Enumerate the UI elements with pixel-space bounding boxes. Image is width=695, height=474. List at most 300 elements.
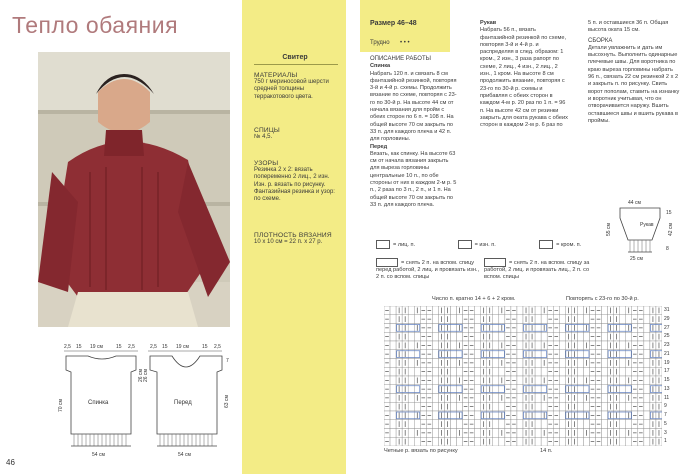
legend-cable-left: = снять 2 п. на вспом. спицу перед работой, 2 лиц. и провязать изн., 2 п. со вспом. спицы bbox=[376, 259, 480, 280]
chart-row-number: 11 bbox=[664, 394, 670, 401]
front-top-dim-4: 15 bbox=[202, 344, 208, 350]
chart-cell bbox=[602, 420, 608, 429]
chart-cell bbox=[475, 332, 481, 341]
cable-right-symbol bbox=[484, 258, 506, 267]
sleeve-width: 44 см bbox=[628, 200, 641, 206]
chart-cell bbox=[517, 306, 523, 315]
chart-cell bbox=[626, 437, 632, 446]
chart-cell bbox=[620, 402, 626, 411]
chart-cell bbox=[499, 420, 505, 429]
gauge-label: ПЛОТНОСТЬ ВЯЗАНИЯ bbox=[254, 232, 332, 239]
chart-cell bbox=[644, 350, 650, 359]
chart-cell bbox=[493, 394, 499, 403]
chart-cell bbox=[535, 402, 541, 411]
back-height: 70 см bbox=[58, 399, 64, 412]
front-armhole: 26 см bbox=[143, 369, 149, 382]
chart-cell bbox=[583, 402, 589, 411]
chart-cell bbox=[408, 332, 414, 341]
chart-cell bbox=[644, 306, 650, 315]
sidebar-divider bbox=[254, 64, 338, 65]
front-top-height: 7 bbox=[226, 358, 229, 364]
difficulty-stars: • • • bbox=[400, 40, 410, 46]
chart-cell bbox=[517, 437, 523, 446]
chart-cell bbox=[541, 332, 547, 341]
chart-cell bbox=[602, 367, 608, 376]
chart-cell bbox=[408, 429, 414, 438]
back-width: 54 см bbox=[92, 452, 105, 458]
garment-heading: Свитер bbox=[282, 54, 308, 61]
page-title: Тепло обаяния bbox=[12, 12, 179, 38]
chart-cell bbox=[577, 420, 583, 429]
chart-cell bbox=[450, 429, 456, 438]
chart-cell bbox=[432, 306, 438, 315]
patterns-label: УЗОРЫ bbox=[254, 160, 279, 167]
chart-cell bbox=[644, 341, 650, 350]
chart-cell bbox=[475, 359, 481, 368]
chart-cell bbox=[620, 437, 626, 446]
purl-symbol bbox=[458, 240, 472, 249]
chart-cell bbox=[517, 385, 523, 394]
chart-cell bbox=[390, 341, 396, 350]
back-heading: Спинка bbox=[370, 63, 391, 70]
chart-cell bbox=[517, 315, 523, 324]
chart-cell bbox=[450, 420, 456, 429]
chart-cell bbox=[577, 437, 583, 446]
chart-cell bbox=[559, 350, 565, 359]
chart-cell bbox=[559, 394, 565, 403]
chart-cell bbox=[644, 332, 650, 341]
sleeve-cap-text: 5 п. и оставшиеся 36 п. Общая высота оката 15 см. bbox=[588, 20, 669, 34]
chart-cell bbox=[620, 306, 626, 315]
chart-cell bbox=[577, 341, 583, 350]
chart-cell bbox=[559, 341, 565, 350]
chart-cell bbox=[644, 376, 650, 385]
chart-cell bbox=[517, 420, 523, 429]
chart-cell bbox=[620, 332, 626, 341]
back-label: Спинка bbox=[88, 400, 109, 406]
chart-cell bbox=[602, 315, 608, 324]
chart-cell bbox=[475, 306, 481, 315]
chart-cell bbox=[577, 394, 583, 403]
sleeve-text: Набрать 56 п., вязать фантазийной резинкой по схеме, повторяя 3-й и 4-й р. и распределяя в след. образом: 1 кром., 2 изн., 3 раза рапорт по схеме, 2 лиц., 4 изн., 2 лиц., 2 изн., 1 кром. На высоте 8 см продолжить вязание, повторяя с 23-го по 30-й р. схемы и прибавляя с обеих сторон в каждом 4-м р. 20 раз по 1 п. = 96 п. На высоте 42 см от резинки закрыть для оката рукава с обеих сторон в каждом 2-м р. 6 раз по bbox=[480, 27, 568, 129]
chart-cell bbox=[577, 429, 583, 438]
chart-cell bbox=[541, 437, 547, 446]
assembly-heading: СБОРКА bbox=[588, 37, 613, 44]
chart-cell bbox=[644, 315, 650, 324]
chart-cell bbox=[535, 359, 541, 368]
chart-cell bbox=[390, 420, 396, 429]
chart-cell bbox=[390, 359, 396, 368]
legend-knit: = лиц. п. bbox=[393, 241, 416, 248]
chart-cell bbox=[450, 332, 456, 341]
back-top-dim-3: 19 см bbox=[90, 344, 103, 350]
back-text: Набрать 120 п. и связать 8 см фантазийной резинкой, повторяя 3-й и 4-й р. схемы. Продолжить вязание по схеме, повторяя с 23-го по 30-й р. На высоте 44 см от начала вязания для пройм с обеих сторон по 6 п. = 108 п. На общей высоте 70 см закрыть по 33 п. для каждого плеча и 42 п. для горловины. bbox=[370, 70, 457, 143]
model-photo bbox=[38, 52, 230, 327]
chart-cell bbox=[559, 306, 565, 315]
chart-cell bbox=[620, 341, 626, 350]
chart-cell bbox=[620, 367, 626, 376]
chart-cell bbox=[517, 394, 523, 403]
chart-cell bbox=[390, 394, 396, 403]
chart-cell bbox=[414, 402, 420, 411]
chart-cell bbox=[583, 315, 589, 324]
chart-cell bbox=[457, 402, 463, 411]
chart-cell bbox=[517, 402, 523, 411]
chart-cell bbox=[390, 332, 396, 341]
chart-cell bbox=[559, 385, 565, 394]
back-armhole: 26 см bbox=[138, 369, 144, 382]
chart-cell bbox=[517, 376, 523, 385]
chart-cell bbox=[517, 359, 523, 368]
chart-cell bbox=[390, 376, 396, 385]
chart-cell bbox=[450, 376, 456, 385]
chart-cell bbox=[517, 411, 523, 420]
front-text: Вязать, как спинку. На высоте 63 см от начала вязания закрыть для выреза горловины центральные 10 п., по обе стороны от них в каждом 2-м р. 5 п., 2 раза по 3 п., 2 п., и 1 п. На общей высоте 70 см закрыть по 33 п. для каждого плеча. bbox=[370, 150, 457, 208]
chart-cell bbox=[583, 332, 589, 341]
chart-cell bbox=[390, 367, 396, 376]
chart-row-number: 23 bbox=[664, 342, 670, 348]
needles-section bbox=[254, 127, 342, 141]
chart-cell bbox=[644, 402, 650, 411]
chart-cell bbox=[450, 437, 456, 446]
sleeve-length: 42 см bbox=[668, 223, 674, 236]
instructions-col-3 bbox=[588, 20, 680, 125]
chart-cell bbox=[577, 367, 583, 376]
chart-cell bbox=[626, 315, 632, 324]
chart-cell bbox=[559, 367, 565, 376]
chart-cell bbox=[517, 332, 523, 341]
chart-cell bbox=[644, 359, 650, 368]
chart-cell bbox=[408, 376, 414, 385]
chart-cell bbox=[535, 394, 541, 403]
chart-cell bbox=[541, 402, 547, 411]
chart-cell bbox=[432, 324, 438, 333]
chart-cell bbox=[602, 306, 608, 315]
chart-cell bbox=[390, 437, 396, 446]
cable-left-legend bbox=[376, 258, 480, 281]
chart-cell bbox=[493, 341, 499, 350]
chart-cell bbox=[432, 394, 438, 403]
chart-cell bbox=[493, 332, 499, 341]
chart-cell bbox=[644, 385, 650, 394]
chart-cell bbox=[620, 429, 626, 438]
cable-left-symbol bbox=[376, 258, 398, 267]
chart-cell bbox=[390, 429, 396, 438]
patterns-section bbox=[254, 160, 342, 203]
knit-symbol bbox=[376, 240, 390, 249]
chart-cell bbox=[408, 341, 414, 350]
chart-cell bbox=[535, 420, 541, 429]
chart-cell bbox=[626, 420, 632, 429]
chart-cell bbox=[493, 429, 499, 438]
chart-repeat-width: 14 п. bbox=[540, 448, 553, 454]
chart-cell bbox=[517, 367, 523, 376]
chart-cell bbox=[541, 367, 547, 376]
chart-cell bbox=[535, 376, 541, 385]
chart-cell bbox=[450, 315, 456, 324]
chart-rows-note: Повторять с 23-го по 30-й р. bbox=[566, 296, 639, 302]
chart-cell bbox=[390, 324, 396, 333]
chart-cell bbox=[408, 367, 414, 376]
front-top-dim-2: 15 bbox=[162, 344, 168, 350]
body-schematic bbox=[36, 342, 236, 465]
materials-text: 750 г мериносовой шерсти средней толщины терракотового цвета. bbox=[254, 79, 329, 100]
chart-cell bbox=[626, 332, 632, 341]
chart-cell bbox=[390, 385, 396, 394]
chart-cell bbox=[577, 402, 583, 411]
chart-cell bbox=[432, 385, 438, 394]
front-top-dim-5: 2,5 bbox=[214, 344, 221, 350]
chart-cell bbox=[620, 359, 626, 368]
chart-cell bbox=[432, 359, 438, 368]
chart-cell bbox=[432, 402, 438, 411]
chart-cell bbox=[475, 411, 481, 420]
legend-cable-right: = снять 2 п. на вспом. спицу за работой, 2 лиц. и провязать лиц., 2 п. со вспом. спицы bbox=[484, 259, 590, 280]
chart-cell bbox=[408, 437, 414, 446]
front-width: 54 см bbox=[178, 452, 191, 458]
chart-cell bbox=[583, 420, 589, 429]
sleeve-cuff-height: 8 bbox=[666, 246, 669, 252]
chart-cell bbox=[620, 420, 626, 429]
chart-row-number: 21 bbox=[664, 350, 670, 357]
edge-symbol bbox=[539, 240, 553, 249]
chart-cell bbox=[644, 429, 650, 438]
chart-cell bbox=[517, 429, 523, 438]
chart-cell bbox=[432, 341, 438, 350]
chart-cell bbox=[602, 429, 608, 438]
chart-cell bbox=[432, 367, 438, 376]
chart-row-number: 19 bbox=[664, 359, 670, 366]
chart-cell bbox=[602, 385, 608, 394]
back-top-dim-2: 15 bbox=[76, 344, 82, 350]
chart-row-number: 17 bbox=[664, 368, 670, 375]
chart-cell bbox=[493, 437, 499, 446]
chart-cell bbox=[450, 394, 456, 403]
chart-cell bbox=[493, 315, 499, 324]
chart-cell bbox=[475, 350, 481, 359]
size-label: Размер 46–48 bbox=[370, 20, 417, 27]
chart-cell bbox=[499, 332, 505, 341]
front-heading: Перед bbox=[370, 143, 388, 150]
chart-cell bbox=[457, 315, 463, 324]
chart-row-number: 9 bbox=[664, 403, 667, 410]
back-top-dim-5: 2,5 bbox=[128, 344, 135, 350]
knitting-chart bbox=[384, 306, 662, 446]
chart-row-number: 7 bbox=[664, 412, 667, 418]
chart-cell bbox=[602, 359, 608, 368]
chart-cell bbox=[535, 306, 541, 315]
chart-cell bbox=[499, 315, 505, 324]
gauge-text: 10 х 10 см = 22 п. х 27 р. bbox=[254, 239, 323, 246]
materials-section bbox=[254, 72, 342, 101]
chart-cell bbox=[559, 411, 565, 420]
front-top-dim-3: 19 см bbox=[176, 344, 189, 350]
assembly-text: Детали увлажнить и дать им высохнуть. Выполнить одинарные плечевые швы. Для воротника по краю выреза горловины набрать 96 п., связать 22 см резинкой 2 х 2 и закрыть п. по рисунку. Свить ворот пополам, ставить на изнанку и воротник учитывая, что он отворачивается наружу. Вшить оставшиеся швы и вшить рукава в проймы. bbox=[588, 44, 680, 124]
sleeve-label: Рукав bbox=[640, 222, 654, 228]
chart-cell bbox=[390, 306, 396, 315]
chart-even-rows-note: Четные р. вязать по рисунку bbox=[384, 448, 458, 454]
chart-row-number: 29 bbox=[664, 315, 670, 322]
difficulty-label: Трудно bbox=[370, 40, 390, 46]
chart-cell bbox=[626, 367, 632, 376]
chart-cell bbox=[475, 324, 481, 333]
chart-cell bbox=[583, 367, 589, 376]
chart-cell bbox=[493, 376, 499, 385]
chart-cell bbox=[475, 376, 481, 385]
chart-cell bbox=[414, 437, 420, 446]
chart-cell bbox=[602, 437, 608, 446]
chart-cell bbox=[493, 420, 499, 429]
chart-cell bbox=[577, 376, 583, 385]
chart-cell bbox=[559, 437, 565, 446]
chart-cell bbox=[408, 359, 414, 368]
work-heading: ОПИСАНИЕ РАБОТЫ bbox=[370, 56, 431, 62]
chart-cell bbox=[644, 324, 650, 333]
chart-cell bbox=[499, 402, 505, 411]
sleeve-heading: Рукав bbox=[480, 20, 497, 26]
chart-cell bbox=[602, 394, 608, 403]
chart-cell bbox=[414, 315, 420, 324]
needles-label: СПИЦЫ bbox=[254, 127, 280, 134]
chart-cell bbox=[644, 411, 650, 420]
chart-cell bbox=[602, 376, 608, 385]
chart-cell bbox=[626, 402, 632, 411]
chart-cell bbox=[475, 315, 481, 324]
chart-cell bbox=[390, 411, 396, 420]
front-top-dim-1: 2,5 bbox=[150, 344, 157, 350]
chart-cell bbox=[535, 429, 541, 438]
chart-cell bbox=[408, 394, 414, 403]
chart-cell bbox=[475, 385, 481, 394]
chart-row-number: 25 bbox=[664, 333, 670, 340]
chart-row-number: 31 bbox=[664, 307, 670, 313]
chart-cell bbox=[535, 437, 541, 446]
chart-cell bbox=[390, 315, 396, 324]
materials-label: МАТЕРИАЛЫ bbox=[254, 72, 298, 79]
chart-cell bbox=[620, 376, 626, 385]
page-number: 46 bbox=[6, 458, 15, 467]
chart-cell bbox=[432, 429, 438, 438]
chart-cell bbox=[475, 341, 481, 350]
chart-cell bbox=[432, 420, 438, 429]
chart-cell bbox=[559, 420, 565, 429]
chart-cell bbox=[644, 394, 650, 403]
chart-cell bbox=[541, 420, 547, 429]
chart-cell bbox=[602, 324, 608, 333]
chart-cell bbox=[499, 367, 505, 376]
chart-row-number: 27 bbox=[664, 324, 670, 331]
chart-cell bbox=[493, 306, 499, 315]
chart-cell bbox=[644, 437, 650, 446]
chart-cell bbox=[432, 332, 438, 341]
legend-purl: = изн. п. bbox=[474, 241, 496, 248]
chart-cell bbox=[602, 341, 608, 350]
chart-cell bbox=[475, 367, 481, 376]
chart-cell bbox=[475, 420, 481, 429]
chart-cell bbox=[535, 332, 541, 341]
chart-cell bbox=[535, 367, 541, 376]
chart-cell bbox=[475, 394, 481, 403]
instructions-col-1 bbox=[370, 56, 458, 209]
chart-cell bbox=[414, 420, 420, 429]
chart-cell bbox=[432, 350, 438, 359]
chart-cell bbox=[457, 420, 463, 429]
chart-cell bbox=[559, 376, 565, 385]
legend-edge: = кром. п. bbox=[556, 241, 582, 248]
instructions-col-2 bbox=[480, 20, 568, 129]
sleeve-cap-height: 15 bbox=[666, 210, 672, 216]
chart-cell bbox=[450, 402, 456, 411]
chart-cell bbox=[602, 411, 608, 420]
chart-cell bbox=[475, 429, 481, 438]
chart-cell bbox=[577, 332, 583, 341]
chart-cell bbox=[577, 306, 583, 315]
chart-row-number: 15 bbox=[664, 377, 670, 383]
chart-cell bbox=[577, 359, 583, 368]
chart-cell bbox=[559, 332, 565, 341]
chart-cell bbox=[577, 315, 583, 324]
chart-cell bbox=[602, 402, 608, 411]
chart-cell bbox=[535, 341, 541, 350]
chart-cell bbox=[408, 306, 414, 315]
chart-cell bbox=[475, 437, 481, 446]
chart-cell bbox=[414, 367, 420, 376]
chart-cell bbox=[559, 429, 565, 438]
chart-cell bbox=[450, 359, 456, 368]
chart-row-numbers bbox=[664, 306, 684, 446]
chart-cell bbox=[541, 315, 547, 324]
chart-cell bbox=[432, 411, 438, 420]
chart-cell bbox=[559, 359, 565, 368]
chart-cell bbox=[517, 350, 523, 359]
chart-cell bbox=[493, 367, 499, 376]
front-height: 63 см bbox=[224, 395, 230, 408]
chart-cell bbox=[499, 437, 505, 446]
chart-cell bbox=[644, 367, 650, 376]
chart-cell bbox=[408, 402, 414, 411]
chart-cell bbox=[408, 420, 414, 429]
chart-cell bbox=[457, 437, 463, 446]
chart-cell bbox=[602, 332, 608, 341]
chart-cell bbox=[432, 315, 438, 324]
chart-cell bbox=[450, 341, 456, 350]
front-label: Перед bbox=[174, 400, 192, 406]
chart-cell bbox=[450, 306, 456, 315]
chart-repeat-note: Число п. кратно 14 + 6 + 2 кром. bbox=[432, 296, 516, 302]
chart-row-number: 13 bbox=[664, 385, 670, 392]
chart-cell bbox=[620, 394, 626, 403]
chart-cell bbox=[535, 315, 541, 324]
chart-cell bbox=[432, 376, 438, 385]
chart-cell bbox=[390, 350, 396, 359]
chart-cell bbox=[414, 332, 420, 341]
back-top-dim-4: 15 bbox=[116, 344, 122, 350]
cable-right-legend bbox=[484, 258, 592, 281]
chart-cell bbox=[457, 332, 463, 341]
chart-cell bbox=[493, 402, 499, 411]
gauge-section bbox=[254, 232, 342, 246]
chart-row-number: 5 bbox=[664, 420, 667, 427]
chart-cell bbox=[408, 315, 414, 324]
chart-cell bbox=[457, 367, 463, 376]
chart-cell bbox=[493, 359, 499, 368]
chart-cell bbox=[583, 437, 589, 446]
needles-text: № 4,5. bbox=[254, 134, 273, 141]
chart-cell bbox=[475, 402, 481, 411]
chart-cell bbox=[517, 324, 523, 333]
chart-cell bbox=[559, 402, 565, 411]
chart-row-number: 1 bbox=[664, 438, 667, 445]
